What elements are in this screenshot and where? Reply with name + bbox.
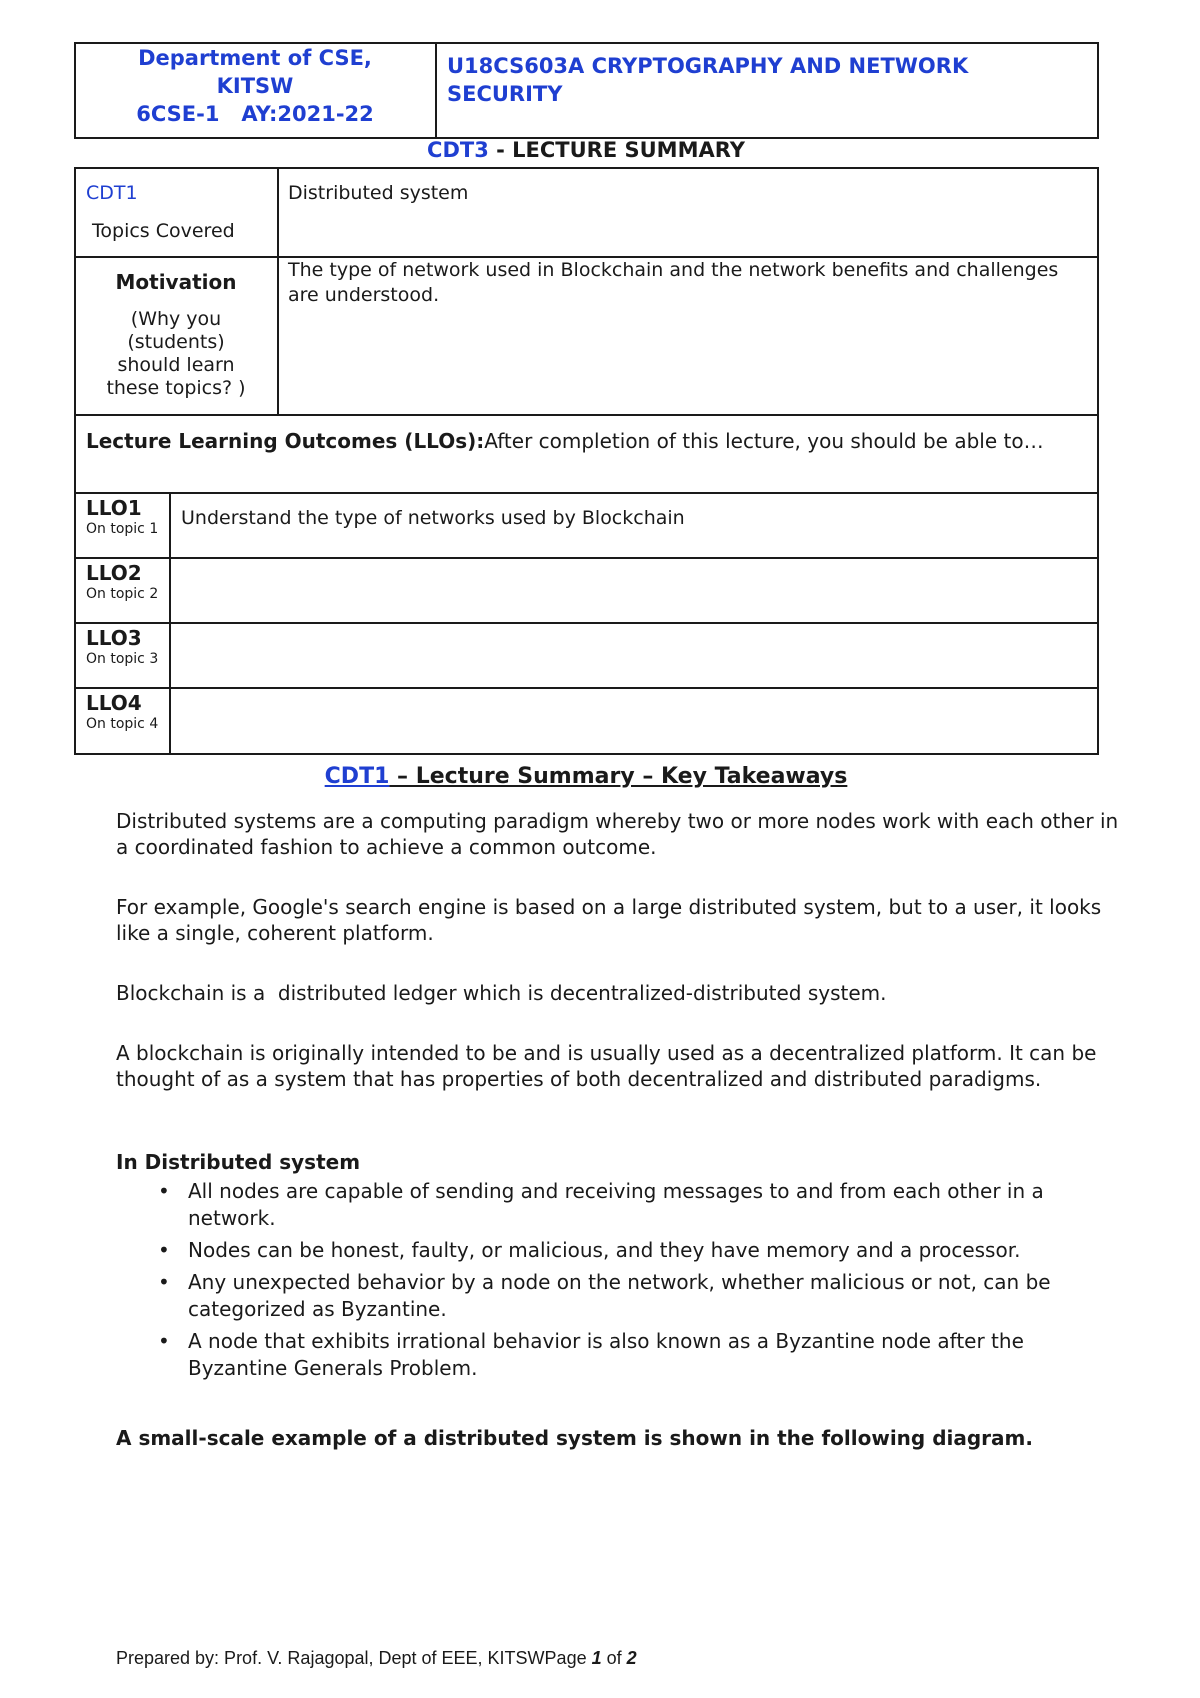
llo-2-sub: On topic 2 xyxy=(86,586,159,602)
bullet-text-2: Nodes can be honest, faulty, or malicious, and they have memory and a processor. xyxy=(188,1238,1021,1262)
table-col-divider-llo xyxy=(169,492,171,755)
department-line-3: 6CSE-1 AY:2021-22 xyxy=(136,102,374,126)
bullet-text-1: All nodes are capable of sending and receiving messages to and from each other in a network. xyxy=(188,1179,1044,1230)
summary-title xyxy=(74,138,1098,162)
list-item xyxy=(116,1328,1126,1382)
distributed-system-subheading: In Distributed system xyxy=(116,1150,361,1174)
motivation-value: The type of network used in Blockchain and the network benefits and challenges are understood. xyxy=(288,259,1059,306)
table-col-divider-top xyxy=(277,167,279,414)
bullet-icon: • xyxy=(158,1329,170,1353)
page-total: 2 xyxy=(626,1648,637,1668)
motivation-subtext: (Why you (students) should learn these topics? ) xyxy=(106,308,246,399)
page-word: Page xyxy=(544,1648,592,1668)
diagram-intro-paragraph: A small-scale example of a distributed system is shown in the following diagram. xyxy=(116,1426,1033,1450)
course-title: U18CS603A CRYPTOGRAPHY AND NETWORK SECURITY xyxy=(447,54,969,106)
llo-heading-rest: After completion of this lecture, you should be able to… xyxy=(484,429,1044,453)
page-number: 1 xyxy=(591,1648,602,1668)
department-line-2: KITSW xyxy=(216,74,294,98)
key-takeaways-title xyxy=(74,764,1098,789)
department-line-1: Department of CSE, xyxy=(138,46,372,70)
llo-3-sub: On topic 3 xyxy=(86,651,159,667)
llo-2-label: LLO2 xyxy=(86,561,142,585)
summary-title-prefix: CDT3 xyxy=(427,138,489,162)
llo-heading-bold: Lecture Learning Outcomes (LLOs): xyxy=(86,429,485,453)
table-rule-4 xyxy=(74,557,1099,559)
table-rule-2 xyxy=(74,414,1099,416)
llo-1-sub: On topic 1 xyxy=(86,521,159,537)
bullet-icon: • xyxy=(158,1238,170,1262)
llo-4-label: LLO4 xyxy=(86,691,142,715)
department-info xyxy=(74,44,436,128)
llo-1-label: LLO1 xyxy=(86,496,142,520)
takeaway-paragraph-4: A blockchain is originally intended to be and is usually used as a decentralized platform. It can be thought of as a system that has properties of both decentralized and distributed paradigms. xyxy=(116,1041,1097,1091)
cdt-label: CDT1 xyxy=(86,182,138,204)
motivation-label: Motivation xyxy=(115,270,237,294)
bullet-text-3: Any unexpected behavior by a node on the network, whether malicious or not, can be categorized as Byzantine. xyxy=(188,1270,1051,1321)
llo-1-text: Understand the type of networks used by Blockchain xyxy=(181,507,685,529)
of-word: of xyxy=(601,1648,627,1668)
table-rule-6 xyxy=(74,687,1099,689)
llo-3-label: LLO3 xyxy=(86,626,142,650)
prepared-by: Prepared by: Prof. V. Rajagopal, Dept of EEE, KITSW xyxy=(116,1648,545,1668)
bullet-icon: • xyxy=(158,1270,170,1294)
topics-covered-label: Topics Covered xyxy=(92,220,235,242)
list-item xyxy=(116,1269,1126,1323)
summary-title-rest: - LECTURE SUMMARY xyxy=(488,138,745,162)
page-footer xyxy=(116,1648,637,1669)
key-takeaways-title-prefix: CDT1 xyxy=(324,764,390,789)
key-takeaways-title-rest: – Lecture Summary – Key Takeaways xyxy=(389,764,848,789)
list-item xyxy=(116,1237,1126,1264)
bullet-icon: • xyxy=(158,1179,170,1203)
llo-heading xyxy=(86,428,1086,454)
takeaway-paragraph-3: Blockchain is a distributed ledger which is decentralized-distributed system. xyxy=(116,981,887,1005)
takeaway-paragraph-1: Distributed systems are a computing paradigm whereby two or more nodes work with each other in a coordinated fashion to achieve a common outcome. xyxy=(116,809,1119,859)
distributed-system-bullets xyxy=(116,1178,1126,1387)
llo-4-sub: On topic 4 xyxy=(86,716,159,732)
table-rule-5 xyxy=(74,622,1099,624)
topics-covered-value: Distributed system xyxy=(288,182,469,204)
table-rule-3 xyxy=(74,492,1099,494)
takeaway-paragraph-2: For example, Google's search engine is based on a large distributed system, but to a user, it looks like a single, coherent platform. xyxy=(116,895,1102,945)
list-item xyxy=(116,1178,1126,1232)
bullet-text-4: A node that exhibits irrational behavior is also known as a Byzantine node after the Byzantine Generals Problem. xyxy=(188,1329,1024,1380)
